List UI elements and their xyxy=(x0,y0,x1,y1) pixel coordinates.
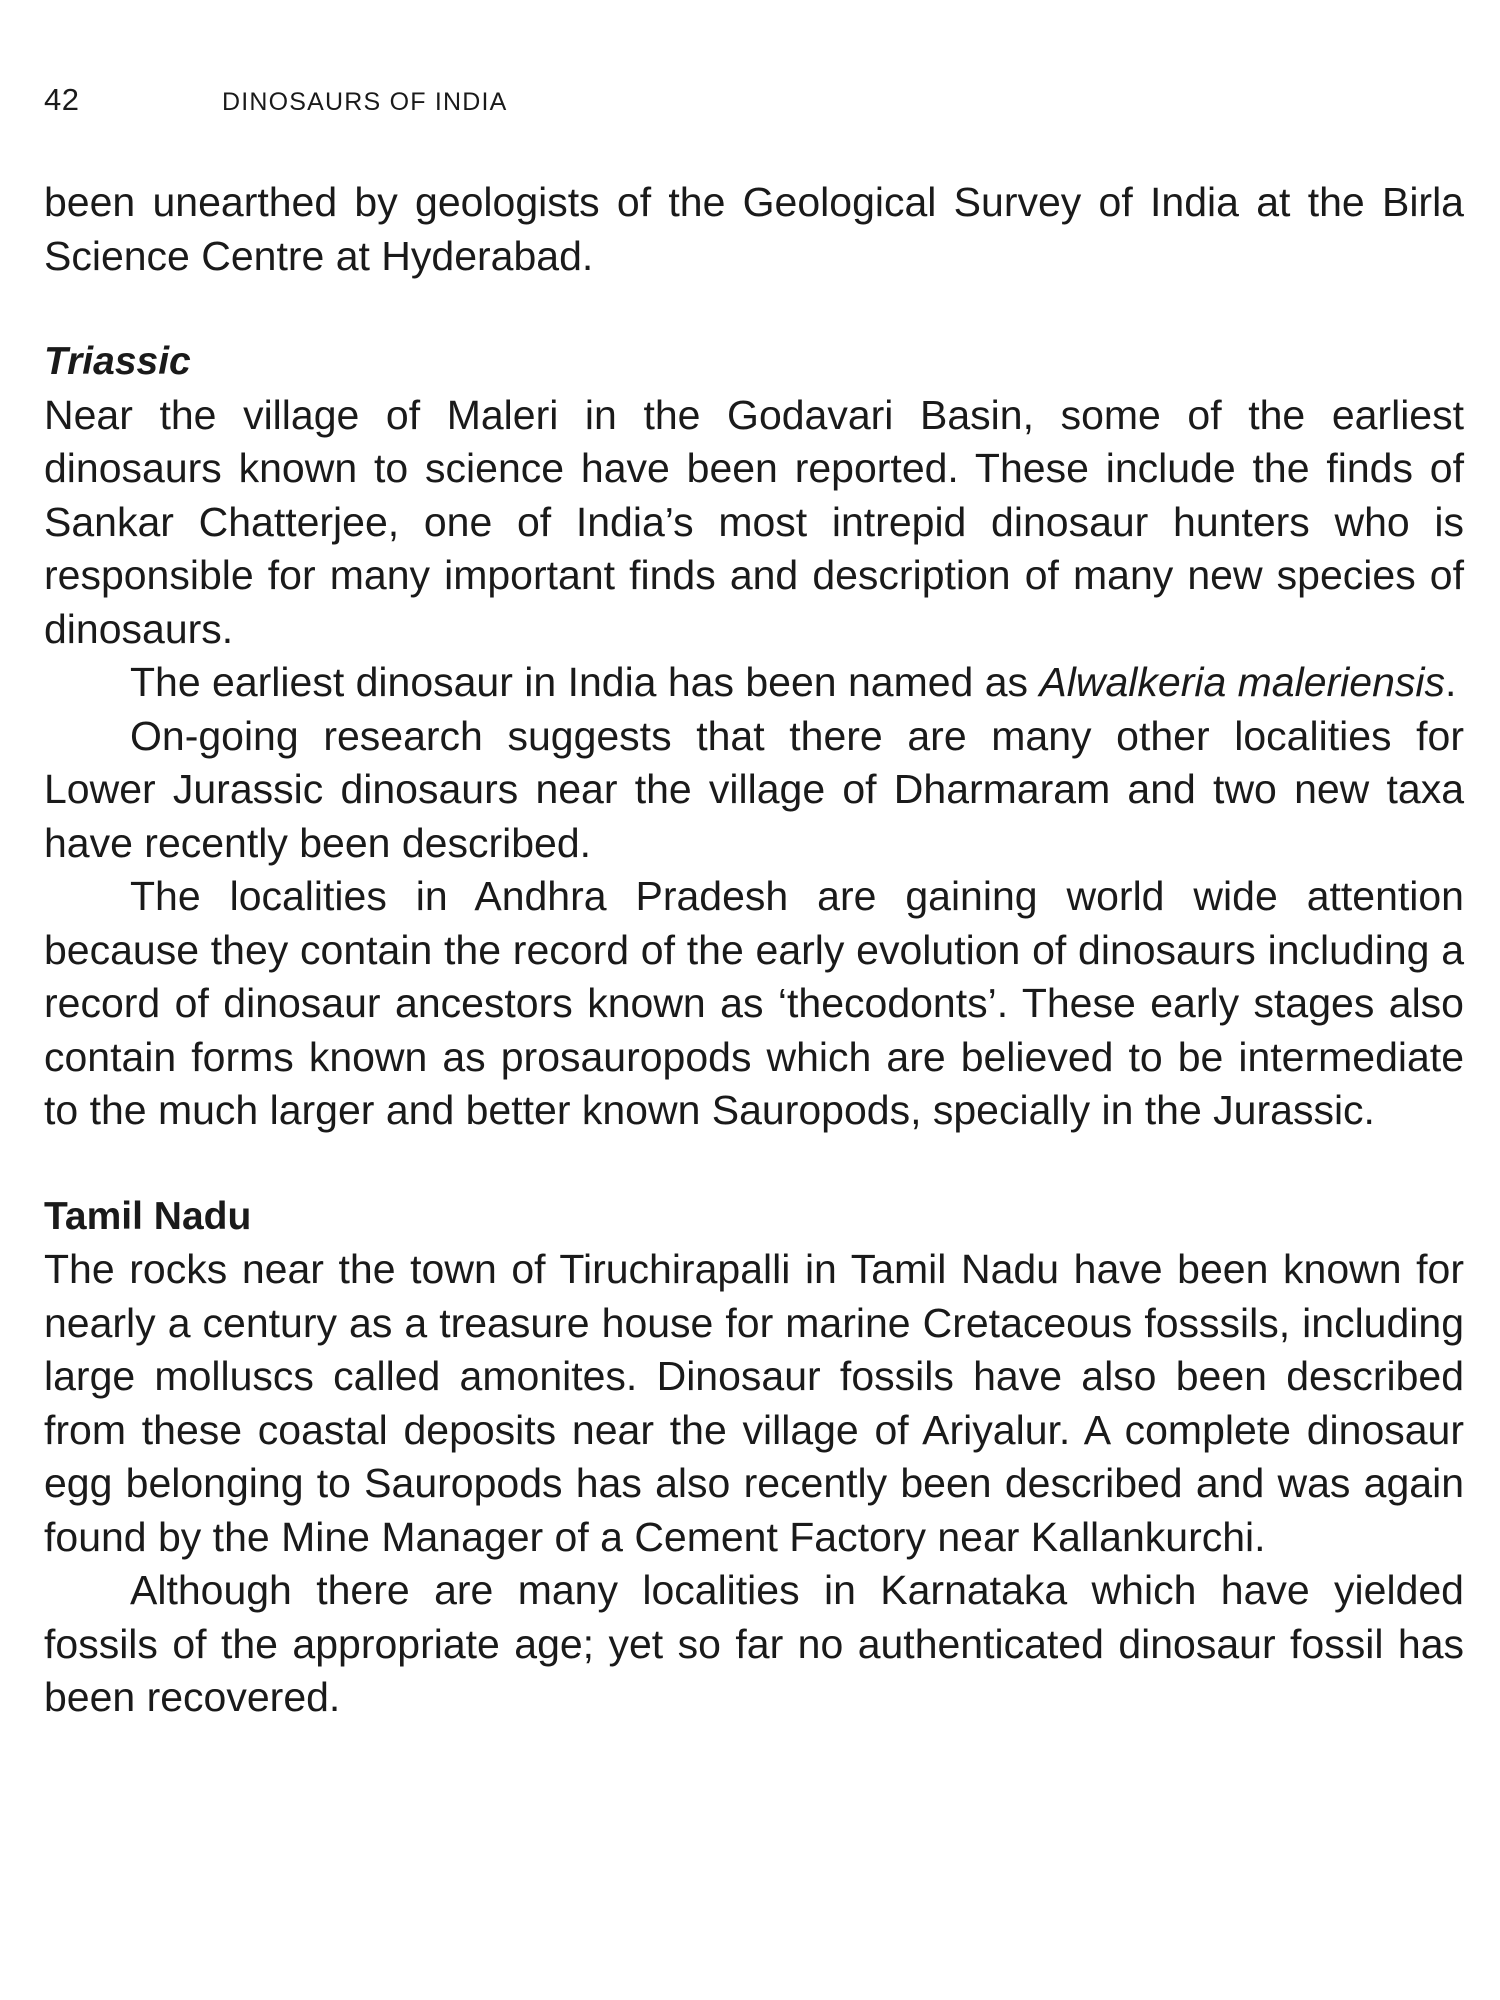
running-head xyxy=(44,82,508,122)
triassic-paragraph-2-end: . xyxy=(1445,659,1457,705)
triassic-paragraph-3: On-going research suggests that there are many other localities for Lower Jurassic dinosaurs near the village of Dharmaram and two new taxa have recently been described. xyxy=(44,712,1464,866)
triassic-paragraph-2 xyxy=(44,656,1464,710)
section-heading-triassic: Triassic xyxy=(44,340,191,383)
tamil-nadu-paragraph-2: Although there are many localities in Karnataka which have yielded fossils of the appropriate age; yet so far no authenticated dinosaur fossil has been recovered. xyxy=(44,1567,1464,1720)
body-text xyxy=(44,176,1464,1725)
section-heading-tamil-nadu: Tamil Nadu xyxy=(44,1194,252,1238)
triassic-paragraph-2-text: The earliest dinosaur in India has been named as xyxy=(130,659,1040,705)
intro-paragraph: been unearthed by geologists of the Geological Survey of India at the Birla Science Centre at Hyderabad. xyxy=(44,179,1464,279)
triassic-paragraph-4: The localities in Andhra Pradesh are gaining world wide attention because they contain the record of the early evolution of dinosaurs including a record of dinosaur ancestors known as ‘thecodonts’. These early stages also contain forms known as prosauropods which are believed to be intermediate to the much larger and better known Sauropods, specially in the Jurassic. xyxy=(44,873,1464,1133)
tamil-nadu-paragraph-1: The rocks near the town of Tiruchirapalli in Tamil Nadu have been known for nearly a century as a treasure house for marine Cretaceous fosssils, including large molluscs called amonites. Dinosaur fossils have also been described from these coastal deposits near the village of Ariyalur. A complete dinosaur egg belonging to Sauropods has also recently been described and was again found by the Mine Manager of a Cement Factory near Kallankurchi. xyxy=(44,1246,1464,1560)
species-name: Alwalkeria maleriensis xyxy=(1039,659,1445,705)
page-number: 42 xyxy=(44,82,80,117)
book-title: DINOSAURS OF INDIA xyxy=(222,88,508,116)
triassic-paragraph-1: Near the village of Maleri in the Godavari Basin, some of the earliest dinosaurs known to science have been reported. These include the finds of Sankar Chatterjee, one of India’s most intrepid dinosaur hunters who is responsible for many important finds and description of many new species of dinosaurs. xyxy=(44,391,1464,652)
